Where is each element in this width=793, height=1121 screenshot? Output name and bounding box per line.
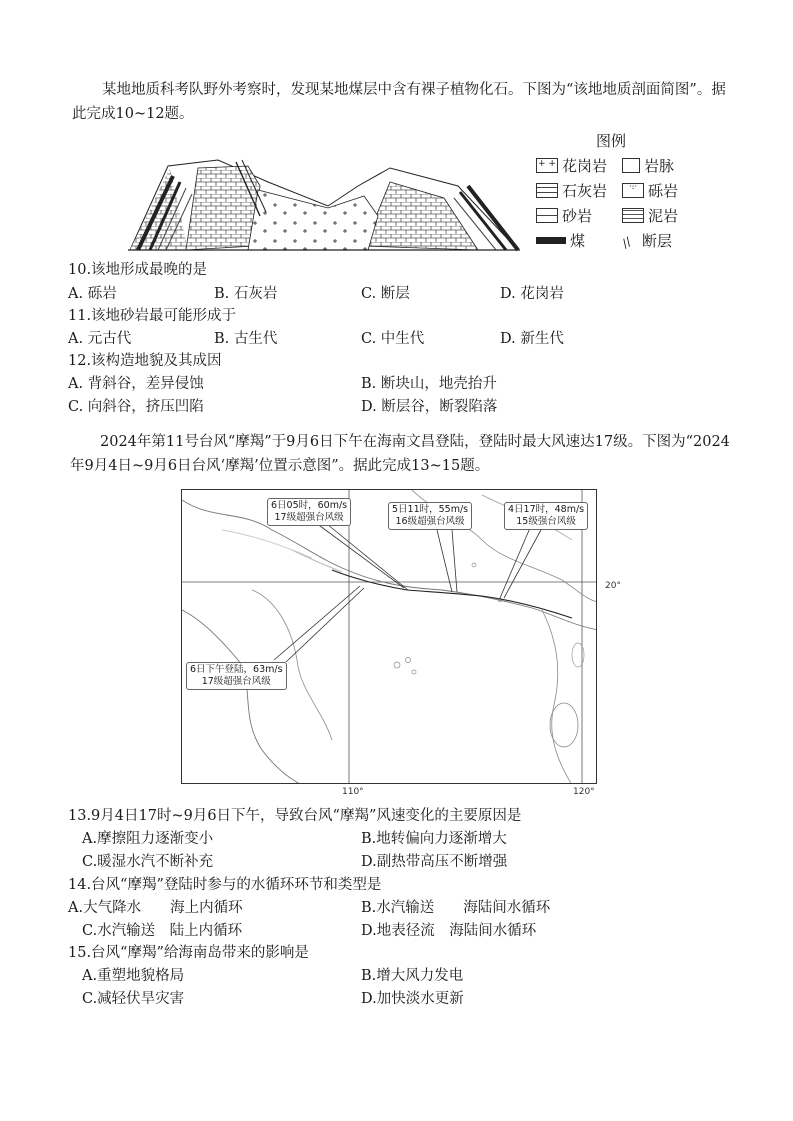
question-14: 14.台风“摩羯”登陆时参与的水循环环节和类型是 [68, 877, 382, 893]
q10-option-b: B. 石灰岩 [214, 286, 278, 302]
q14-option-c: C.水汽输送 陆上内循环 [82, 923, 243, 939]
q14-option-b: B.水汽输送 海陆间水循环 [361, 900, 551, 916]
dike-swatch [622, 158, 640, 173]
q13-option-d: D.副热带高压不断增强 [361, 854, 508, 870]
label-4th-17h: 4日17时，48m/s 15级强台风级 [504, 502, 588, 530]
q12-option-a: A. 背斜谷，差异侵蚀 [68, 376, 204, 392]
q11-option-c: C. 中生代 [361, 331, 425, 347]
longitude-label-120: 120° [573, 787, 595, 797]
q14-option-d: D.地表径流 海陆间水循环 [361, 923, 537, 939]
longitude-label-110: 110° [342, 787, 364, 797]
label-6th-05h: 6日05时，60m/s 17级超强台风级 [267, 498, 351, 526]
q15-option-d: D.加快淡水更新 [361, 991, 464, 1007]
q13-option-a: A.摩擦阻力逐渐变小 [82, 831, 214, 847]
q12-option-d: D. 断层谷，断裂陷落 [361, 399, 498, 415]
legend-title: 图例 [596, 132, 627, 150]
question-12: 12.该构造地貌及其成因 [68, 353, 222, 369]
fault-icon: // [619, 233, 634, 251]
mudstone-swatch [622, 208, 644, 223]
sandstone-swatch [536, 208, 558, 223]
q11-option-d: D. 新生代 [500, 331, 564, 347]
legend-dike: 岩脉 [622, 155, 674, 176]
legend-granite: + + 花岗岩 [536, 155, 607, 176]
q15-option-c: C.减轻伏旱灾害 [82, 991, 185, 1007]
geologic-cross-section [128, 146, 520, 252]
q11-option-a: A. 元古代 [68, 331, 132, 347]
legend-limestone: 石灰岩 [536, 180, 607, 201]
latitude-label-20: 20° [605, 581, 621, 591]
label-5th-11h: 5日11时，55m/s 16级超强台风级 [388, 502, 472, 530]
map-lines [182, 490, 597, 784]
q12-option-c: C. 向斜谷，挤压凹陷 [68, 399, 204, 415]
q11-option-b: B. 古生代 [214, 331, 278, 347]
q13-option-c: C.暖湿水汽不断补充 [82, 854, 214, 870]
question-15: 15.台风“摩羯”给海南岛带来的影响是 [68, 945, 309, 961]
granite-swatch: + + [536, 158, 558, 173]
question-11: 11.该地砂岩最可能形成于 [68, 308, 237, 324]
coal-swatch [536, 237, 566, 244]
typhoon-map [181, 489, 597, 784]
intro-paragraph-1: 某地地质科考队野外考察时，发现某地煤层中含有裸子植物化石。下图为“该地地质剖面简图”。据此完成10~12题。 [72, 82, 726, 122]
label-6th-landfall: 6日下午登陆，63m/s 17级超强台风级 [186, 662, 287, 690]
q10-option-d: D. 花岗岩 [500, 286, 564, 302]
legend-sandstone: 砂岩 [536, 205, 592, 226]
question-10: 10.该地形成最晚的是 [68, 262, 208, 278]
q10-option-c: C. 断层 [361, 286, 410, 302]
legend-mudstone: 泥岩 [622, 205, 678, 226]
intro-paragraph-2: 2024年第11号台风“摩羯”于9月6日下午在海南文昌登陆，登陆时最大风速达17级。下图为“2024年9月4日~9月6日台风‘摩羯’位置示意图”。据此完成13~15题。 [70, 434, 730, 474]
legend-conglomerate: ·:· 砾岩 [622, 180, 678, 201]
q12-option-b: B. 断块山，地壳抬升 [361, 376, 497, 392]
legend-coal: 煤 [536, 230, 585, 251]
conglomerate-swatch: ·:· [622, 183, 644, 198]
q14-option-a: A.大气降水 海上内循环 [68, 900, 243, 916]
limestone-swatch [536, 183, 558, 198]
q10-option-a: A. 砾岩 [68, 286, 117, 302]
q15-option-a: A.重塑地貌格局 [82, 968, 185, 984]
question-13: 13.9月4日17时~9月6日下午，导致台风“摩羯”风速变化的主要原因是 [68, 808, 522, 824]
q13-option-b: B.地转偏向力逐渐增大 [361, 831, 507, 847]
q15-option-b: B.增大风力发电 [361, 968, 464, 984]
legend-fault: // 断层 [619, 232, 673, 251]
